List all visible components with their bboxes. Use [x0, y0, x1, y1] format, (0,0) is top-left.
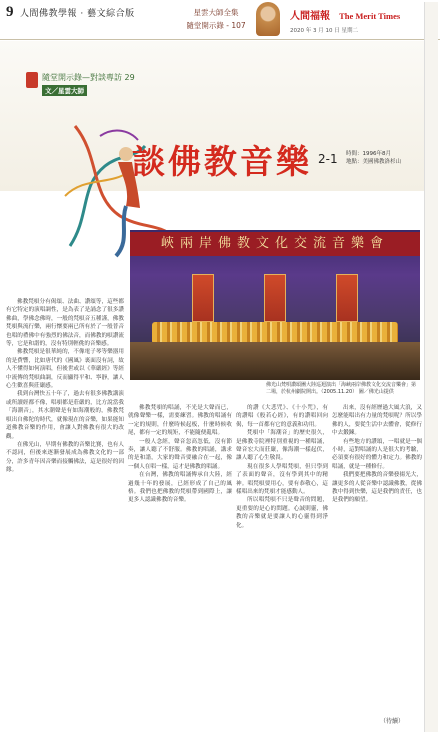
paragraph: 梵唄中「海潮音」的歷史很久，是佛教寺院裡特別重視的一種唱誦，聲音宏大而莊嚴，像海潮一樣起伏，讓人聽了心生敬畏。 [236, 430, 328, 462]
master-portrait [256, 2, 280, 36]
paragraph: 有些地方的讚頌，一唱就是一個小時，這對唱誦的人是很大的考驗，必須要有很好的體力和定力。佛教的唱誦，就是一種修行。 [332, 438, 422, 470]
paragraph: 一般人念經，聲音忽高忽低，沒有節奏，讓人聽了不舒服。佛教的唱誦，講求的是和諧，大家的聲音要融合在一起，像一個人在唱一樣，這才是佛教的唱誦。 [128, 438, 232, 470]
talk-meta [346, 150, 401, 166]
paragraph: 在台灣，佛教的唱誦傳承自大陸，經過幾十年的發展，已經形成了自己的風格。我們也把佛教的梵唄帶到國際上，讓更多人認識佛教的音樂。 [128, 472, 232, 504]
paragraph: 出來，沒有經歷過大風大浪，又怎麼能唱出有力量的梵唄呢？所以學佛的人，要從生活中去體會，從修行中去鍛鍊。 [332, 405, 422, 437]
column-series: 隨堂開示錄—對談專訪 29 [42, 73, 135, 82]
photo-caption: 佛光山梵唄讚頌團大陸巡迴演出「海峽兩岸佛教文化交流音樂會」第二場，於杭州劇院開出。（2005.11.20） 圖／佛光山提供 [266, 382, 417, 395]
series-box [178, 2, 254, 38]
page-header [0, 0, 440, 40]
masthead-chinese: 人間福報 [290, 11, 330, 22]
part-number: 2-1 [318, 152, 338, 166]
masthead-english: The Merit Times [339, 11, 401, 21]
stage-panel-left [192, 274, 214, 322]
side-strip [424, 2, 438, 732]
paragraph: 所以唱梵唄不只是聲音的問題，更重要的是心的問題。心誠則靈，佛教的音樂就是要讓人的心靈得到淨化。 [236, 497, 328, 529]
talk-place: 地點：美國佛教洛杉山 [346, 159, 402, 165]
body-column-3 [236, 404, 328, 730]
masthead [290, 4, 400, 34]
paragraph: 我們要把佛教的音樂發揚光大，讓更多的人從音樂中認識佛教，從佛教中得到快樂，這是我們的責任，也是我們的願望。 [332, 472, 422, 504]
side-strip-text [425, 2, 429, 14]
red-seal-icon [26, 72, 38, 88]
author-tag: 文／星雲大師 [42, 85, 87, 96]
issue-date: 2020 年 3 月 10 日 星期二 [290, 28, 358, 34]
performers-row [152, 322, 398, 344]
paragraph: 的讚《大悲咒》、《十小咒》，有的讚唱《般若心經》，有的讚唱回向偈，每一首都有它的意義和功用。 [236, 405, 328, 428]
stage-floor [130, 342, 420, 380]
body-column-4 [332, 404, 422, 730]
stage-panel-right [336, 274, 358, 322]
paragraph: 佛教梵唄是很華純的，不像電子琴等樂器用的是費響，比如唐代的《國風》裏面沒有詞，故人不懂得如何演唱，但後世或以《華嚴經》等經中流傳的梵唄曲調，反而顯得平和、寧靜，讓人心生歡喜與莊嚴感。 [6, 349, 124, 390]
body-column-1 [6, 298, 124, 730]
series-title: 星雲大師全集 [193, 8, 239, 17]
body-column-2 [128, 404, 232, 730]
article-title: 談佛教音樂 [132, 142, 312, 181]
paragraph: 現在很多人學唱梵唄，但只學到了表面的聲音，沒有學到其中的精神。唱梵唄要用心，要有恭敬心，這樣唱出來的梵唄才能感動人。 [236, 463, 328, 496]
page-number: 9 [6, 4, 14, 20]
paragraph: 在佛光山，早期有佛教的音樂比賽，也有人不認同，但後來逐漸發展成為佛教文化的一部分，許多青年因音樂而接觸佛法，這是很好的因緣。 [6, 441, 124, 474]
section-name: 人間佛教學報 · 藝文綜合版 [20, 9, 135, 19]
paragraph: 佛教梵唄的唱誦，不光是大聲而已，就像聲樂一樣，需要練習。佛教的唱誦有一定的規則，什麼時候起板，什麼時候收尾，都有一定的規矩，不能隨便亂唱。 [128, 405, 232, 437]
continued-note: （待續） [380, 718, 405, 725]
stage-banner: 峽兩岸佛教文化交流音樂會 [130, 232, 420, 256]
paragraph: 佛教梵唄分有偈頌、法曲、讚頌等，這些都有它特定的演唱調性，是為表了是誦念了很多讚佛曲，學佛念佛時，一般的梵唄音五種謹，佛教梵唄與流行樂，兩行懷要兩已所有於了一般普音也唱的禮佛中有強烈的佛法音，而佛教的唄讚流等，它是和諧的，沒有特別輕佻的音樂感。 [6, 299, 124, 348]
paragraph: 我到台灣快五十年了，過去有很多佛教講演或所讀經都不像，唱唄都是莊嚴的，比方說當我「海潮音」，其水潮聲是有如海潮般的，佛教梵唄出自佛陀的時代，就像現在的音樂，如果能知道佛教音樂的作用，會讓人對佛教有很大的改觀。 [6, 391, 124, 440]
stage-panel-center [264, 274, 286, 322]
concert-photo [130, 230, 420, 380]
series-subtitle: 隨堂開示錄 - 107 [186, 21, 246, 30]
talk-time: 時間：1996年8月 [346, 151, 391, 157]
